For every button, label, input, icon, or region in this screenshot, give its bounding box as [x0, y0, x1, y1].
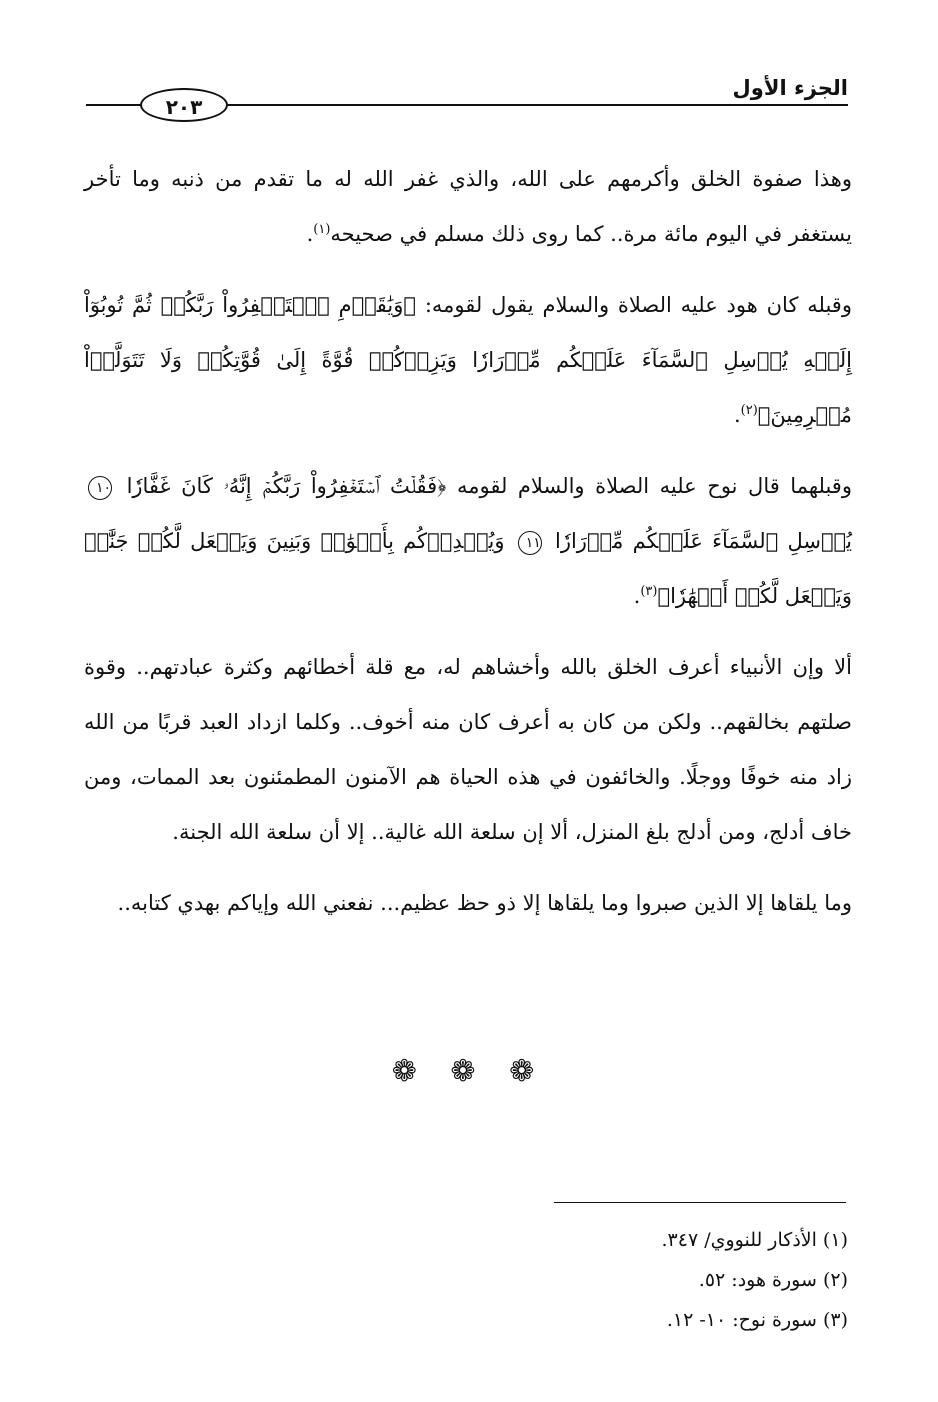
paragraph-3 — [84, 459, 852, 624]
paragraph-2-end: . — [733, 403, 741, 427]
footnote-3: (٣) سورة نوح: ١٠- ١٢. — [666, 1309, 848, 1331]
footnote-separator — [554, 1202, 846, 1203]
paragraph-3-intro: وقبلهما قال نوح عليه الصلاة والسلام لقومه — [457, 474, 852, 498]
footnote-2: (٢) سورة هود: ٥٢. — [698, 1269, 848, 1291]
ayah-number-10: ١٠ — [88, 476, 112, 500]
quran-verse-nuh-12: وَيُمۡدِدۡكُم بِأَمۡوَٰلٖ وَبَنِينَ وَيَجۡعَل لَّكُمۡ جَنَّٰتٖ وَيَجۡعَل لَّكُمۡ أَنۡهَٰرٗا — [84, 529, 852, 608]
main-text — [84, 152, 852, 947]
footnotes — [661, 1220, 848, 1340]
quran-close-bracket: ﴾ — [757, 403, 771, 427]
footnote-1: (١) الأذكار للنووي/ ٣٤٧. — [661, 1229, 848, 1251]
paragraph-3-end: . — [633, 584, 641, 608]
quran-verse-nuh-11: يُرۡسِلِ ٱلسَّمَآءَ عَلَيۡكُم مِّدۡرَارٗا — [555, 529, 852, 553]
paragraph-5: وما يلقاها إلا الذين صبروا وما يلقاها إلا ذو حظ عظيم... نفعني الله وإياكم بهدي كتابه.. — [117, 891, 852, 915]
page-number: ٢٠٣ — [140, 88, 228, 122]
quran-verse-nuh-10: فَقُلۡتُ ٱسۡتَغۡفِرُواْ رَبَّكُمۡ إِنَّهُۥ كَانَ غَفَّارٗا — [126, 474, 438, 498]
footnote-ref-3: (٣) — [640, 584, 658, 599]
quran-open-bracket: ﴿ — [403, 293, 416, 317]
flower-ornament-icon: ❁ — [509, 1054, 547, 1089]
paragraph-2 — [84, 278, 852, 443]
ayah-number-11: ١١ — [518, 531, 542, 555]
paragraph-4: ألا وإن الأنبياء أعرف الخلق بالله وأخشاهم له، مع قلة أخطائهم وكثرة عبادتهم.. وقوة صلتهم بخالقهم.. ولكن من كان به أعرف كان منه أخوف.. وكلما ازداد العبد قربًا من الله زاد منه خوفًا ووجلًا. والخائفون في هذه الحياة هم الآمنون المطمئنون بعد الممات، ومن خاف أدلج، ومن أدلج بلغ المنزل، ألا إن سلعة الله غالية.. إلا أن سلعة الله الجنة. — [84, 655, 852, 844]
footnote-ref-1: (١) — [313, 222, 331, 237]
quran-close-bracket: ﴾ — [657, 584, 671, 608]
flower-ornament-icon: ❁ — [391, 1054, 429, 1089]
paragraph-1-text: وهذا صفوة الخلق وأكرمهم على الله، والذي غفر الله له ما تقدم من ذنبه وما تأخر يستغفر في اليوم مائة مرة.. كما روى ذلك مسلم في صحيحه — [84, 167, 852, 246]
paragraph-2-intro: وقبله كان هود عليه الصلاة والسلام يقول لقومه: — [424, 293, 852, 317]
section-ornaments — [0, 1054, 938, 1090]
paragraph-1-end: . — [306, 222, 314, 246]
quran-open-bracket: ﴿ — [437, 474, 447, 498]
flower-ornament-icon: ❁ — [450, 1054, 488, 1089]
quran-verse-hud: وَيَٰقَوۡمِ ٱسۡتَغۡفِرُواْ رَبَّكُمۡ ثُمَّ تُوبُوٓاْ إِلَيۡهِ يُرۡسِلِ ٱلسَّمَآءَ عَلَيۡكُم مِّدۡرَارٗا وَيَزِدۡكُمۡ قُوَّةً إِلَىٰ قُوَّتِكُمۡ وَلَا تَتَوَلَّوۡاْ مُجۡرِمِينَ — [84, 293, 853, 427]
running-title: الجزء الأول — [732, 76, 848, 100]
paragraph-1 — [84, 152, 852, 262]
footnote-ref-2: (٢) — [740, 403, 758, 418]
